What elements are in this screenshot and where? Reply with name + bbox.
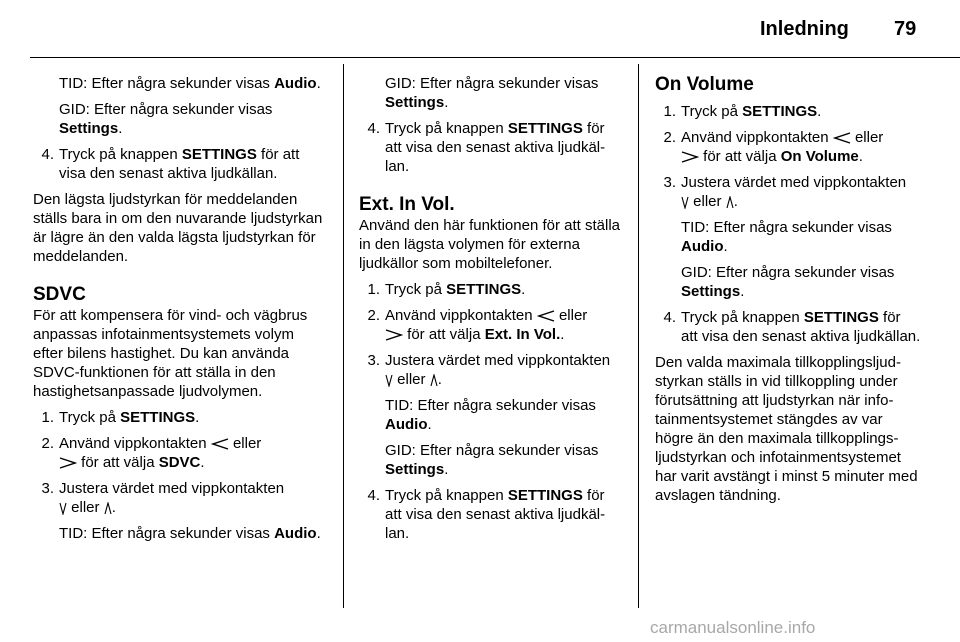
rocker-right-icon (385, 329, 403, 341)
tid-note: TID: Efter några sekunder visas Audio. (681, 219, 892, 255)
page-number: 79 (894, 18, 917, 40)
list-item: 2. Använd vippkontakten eller för att välja SDVC. (41, 435, 262, 471)
gid-note: GID: Efter några sekunder visas Settings. (385, 442, 599, 478)
list-item: 4. Tryck på knappen SETTINGS för att visa den senast aktiva ljudkällan. (41, 146, 300, 182)
section-title-sdvc: SDVC (33, 284, 86, 305)
rocker-down-icon (385, 374, 393, 387)
header-rule (30, 57, 960, 58)
list-item: 3. Justera värdet med vippkontakten eller . (367, 352, 611, 388)
rocker-up-icon (430, 374, 438, 387)
paragraph: Den valda maximala tillkopplingsljudstyrkan ställs in vid tillkoppling under förutsättning att ljudstyrkan när infotainmentsystemet stängdes av var högre än den maximala tillkopplingsljudstyrkan och infotainmentsystemet har varit avstängt i minst 5 minuter med avslagen tändning. (655, 354, 918, 504)
column-2 (359, 74, 623, 550)
column-separator-2 (638, 64, 639, 608)
list-item: 4. Tryck på knappen SETTINGS för att visa den senast aktiva ljudkällan. (367, 120, 606, 175)
section-title-on-volume: On Volume (655, 74, 754, 95)
column-3 (655, 74, 921, 512)
list-item: 2. Använd vippkontakten eller för att välja On Volume. (663, 129, 884, 165)
column-separator-1 (343, 64, 344, 608)
rocker-left-icon (833, 132, 851, 144)
section-title-ext-in-vol: Ext. In Vol. (359, 194, 455, 215)
paragraph: Den lägsta ljudstyrkan för meddelanden ställs bara in om den nuvarande ljudstyrkan är lägre än den valda lägsta ljudstyrkan för meddelanden. (33, 191, 323, 265)
list-item: 4. Tryck på knappen SETTINGS för att visa den senast aktiva ljudkällan. (663, 309, 921, 345)
list-item: 3. Justera värdet med vippkontakten eller . (663, 174, 907, 210)
gid-note: GID: Efter några sekunder visas Settings. (59, 101, 273, 137)
tid-note: TID: Efter några sekunder visas Audio. (59, 75, 321, 92)
paragraph: Använd den här funktionen för att ställa in den lägsta volymen för externa ljudkällor som mobiltelefoner. (359, 217, 621, 272)
rocker-up-icon (104, 502, 112, 515)
gid-note: GID: Efter några sekunder visas Settings. (681, 264, 895, 300)
list-item: 1. Tryck på SETTINGS. (41, 409, 200, 426)
rocker-right-icon (681, 151, 699, 163)
rocker-left-icon (537, 310, 555, 322)
paragraph: För att kompensera för vind- och vägbrus anpassas infotainmentsystemets volym efter bilens hastighet. Du kan använda SDVC-funktionen för att ställa in den hastighetsanpassade ljudvolymen. (33, 307, 308, 400)
tid-note: TID: Efter några sekunder visas Audio. (59, 525, 321, 542)
column-1 (33, 74, 325, 550)
gid-note: GID: Efter några sekunder visas Settings. (385, 75, 599, 111)
list-item: 3. Justera värdet med vippkontakten eller . (41, 480, 285, 516)
rocker-up-icon (726, 196, 734, 209)
tid-note: TID: Efter några sekunder visas Audio. (385, 397, 596, 433)
rocker-down-icon (59, 502, 67, 515)
list-item: 1. Tryck på SETTINGS. (663, 103, 822, 120)
watermark: carmanualsonline.info (650, 618, 816, 637)
list-item: 2. Använd vippkontakten eller för att välja Ext. In Vol.. (367, 307, 588, 343)
list-item: 4. Tryck på knappen SETTINGS för att visa den senast aktiva ljudkällan. (367, 487, 606, 542)
rocker-right-icon (59, 457, 77, 469)
rocker-left-icon (211, 438, 229, 450)
rocker-down-icon (681, 196, 689, 209)
page-header-title: Inledning (760, 18, 849, 40)
list-item: 1. Tryck på SETTINGS. (367, 281, 526, 298)
